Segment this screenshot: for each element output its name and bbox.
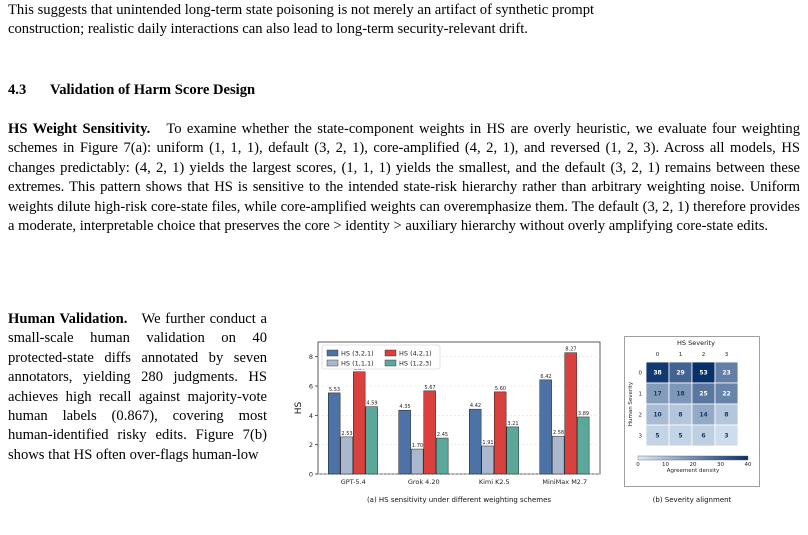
human-validation-paragraph: [8, 310, 267, 465]
heatmap-y-tick: 0: [638, 370, 642, 377]
heatmap-y-tick: 3: [638, 433, 642, 440]
colorbar-tick: 0: [636, 462, 640, 468]
heatmap-cell-value: 8: [678, 411, 683, 419]
heatmap-cell-value: 29: [676, 369, 685, 377]
bar-value-label: 5.67: [424, 384, 436, 391]
legend-label: HS (1,2,3): [399, 359, 432, 368]
heatmap-x-tick: 1: [678, 352, 683, 358]
heatmap-x-tick: 2: [701, 352, 706, 358]
bar-value-label: 1.91: [482, 439, 494, 446]
heatmap-y-tick: 1: [638, 391, 642, 398]
bar: [366, 407, 378, 474]
section-heading: [8, 82, 255, 99]
colorbar-tick: 10: [662, 462, 669, 468]
intro-line-2: construction; realistic daily interactions can also lead to long-term security-relevant drift.: [8, 21, 528, 38]
hs-weight-body: To examine whether the state-component weights in HS are overly heuristic, we evaluate four weighting schemes in Figure 7(a): uniform (1, 1, 1), default (3, 2, 1), core-amplified (4, 2, 1), and reversed (1, 2, 3). Across all models, HS changes predictably: (4, 2, 1) yields the largest scores, (1, 1, 1) yields the smallest, and the default (3, 2, 1) remains between these extremes. This pattern shows that HS is sensitive to the intended state-risk hierarchy rather than arbitrary weighting noise. Uniform weights dilute high-risk core-state files, while core-amplified weights can overemphasize them. The default (3, 2, 1) therefore provides a moderate, interpretable choice that preserves the core > identity > auxiliary hierarchy without overly amplifying core-state edits.: [8, 121, 800, 235]
bar: [436, 438, 448, 474]
bar-value-label: 2.58: [552, 430, 565, 437]
x-tick-label: Kimi K2.5: [478, 478, 510, 486]
legend-swatch: [327, 360, 338, 366]
bar: [565, 353, 577, 474]
x-tick-label: Grok 4.20: [407, 478, 440, 486]
y-tick-label: 4: [308, 411, 313, 420]
bar: [353, 372, 365, 474]
heatmap-cell-value: 17: [653, 390, 662, 398]
heatmap-cell-value: 38: [653, 369, 662, 377]
y-tick-label: 8: [308, 353, 313, 362]
heatmap-y-label: Human Severity: [628, 381, 634, 427]
bar: [341, 437, 353, 474]
x-tick-label: MiniMax M2.7: [542, 478, 588, 486]
y-axis-label: HS: [294, 401, 304, 415]
y-tick-label: 2: [308, 441, 313, 450]
chart-caption: (b) Severity alignment: [652, 496, 732, 504]
bar-value-label: 4.42: [469, 403, 482, 410]
bar: [507, 427, 519, 474]
intro-line-1: This suggests that unintended long-term state poisoning is not merely an artifact of synthetic prompt: [8, 2, 595, 18]
bar-value-label: 3.89: [577, 410, 590, 417]
hs-weight-paragraph: [8, 120, 800, 236]
legend-label: HS (3,2,1): [341, 349, 374, 358]
heatmap-cell-value: 22: [722, 390, 731, 398]
bar-value-label: 4.59: [366, 400, 378, 407]
bar: [399, 410, 411, 474]
severity-alignment-chart: [624, 336, 760, 508]
heatmap-title: HS Severity: [677, 339, 715, 347]
heatmap-cell-value: 5: [655, 432, 660, 440]
bar: [328, 393, 340, 474]
legend-swatch: [385, 360, 396, 366]
bar-value-label: 2.45: [436, 432, 449, 439]
bar: [494, 392, 506, 474]
section-title: Validation of Harm Score Design: [50, 82, 256, 98]
bar: [577, 417, 589, 474]
heatmap-x-tick: 0: [655, 352, 660, 358]
bar: [552, 436, 564, 474]
legend-label: HS (4,2,1): [399, 349, 432, 358]
bar: [411, 449, 423, 474]
colorbar-tick: 40: [744, 462, 752, 468]
heatmap-cell-value: 3: [724, 432, 729, 440]
heatmap-cell-value: 8: [724, 411, 729, 419]
intro-paragraph: [8, 1, 800, 40]
legend-swatch: [385, 350, 396, 356]
heatmap-cell-value: 10: [653, 411, 662, 419]
chart-caption: (a) HS sensitivity under different weighting schemes: [366, 496, 552, 504]
heatmap-cell-value: 14: [699, 411, 708, 419]
section-number: 4.3: [8, 82, 27, 98]
legend: [322, 345, 440, 369]
human-validation-title: Human Validation.: [8, 311, 128, 327]
hs-weight-title: HS Weight Sensitivity.: [8, 121, 151, 137]
heatmap-cell-value: 18: [676, 390, 685, 398]
bar-value-label: 3.21: [507, 420, 519, 427]
bar-value-label: 4.35: [399, 404, 411, 411]
legend-label: HS (1,1,1): [341, 359, 374, 368]
heatmap-cell-value: 53: [699, 369, 708, 377]
heatmap-cell-value: 23: [722, 369, 731, 377]
bar: [424, 391, 436, 474]
bar: [540, 380, 552, 474]
bar-value-label: 2.53: [341, 430, 353, 437]
bar: [469, 409, 481, 474]
heatmap-cell-value: 5: [678, 432, 683, 440]
colorbar: [638, 456, 748, 460]
y-tick-label: 0: [308, 470, 313, 479]
colorbar-label: Agreement density: [666, 468, 720, 474]
human-validation-body: We further conduct a small-scale human validation on 40 protected-state diffs annotated by seven annotators, yielding 280 judgments. HS achieves high recall against majority-vote human labels (0.867), covering most human-identified risky edits. Figure 7(b) shows that HS often over-flags human-low: [8, 311, 267, 463]
heatmap-cell-value: 6: [701, 432, 706, 440]
bar-value-label: 6.42: [540, 373, 552, 380]
bar-value-label: 5.60: [494, 385, 507, 392]
bar-value-label: 8.27: [565, 346, 577, 353]
y-tick-label: 6: [308, 382, 313, 391]
heatmap-y-tick: 2: [638, 412, 642, 419]
heatmap-cell-value: 25: [699, 390, 708, 398]
colorbar-tick: 20: [689, 462, 697, 468]
bar-value-label: 5.53: [328, 386, 341, 393]
colorbar-tick: 30: [717, 462, 724, 468]
bar-value-label: 1.70: [411, 443, 424, 450]
legend-swatch: [327, 350, 338, 356]
heatmap-x-tick: 3: [724, 352, 729, 358]
hs-sensitivity-chart: [290, 336, 605, 508]
x-tick-label: GPT-5.4: [340, 478, 366, 486]
bar: [482, 446, 494, 474]
